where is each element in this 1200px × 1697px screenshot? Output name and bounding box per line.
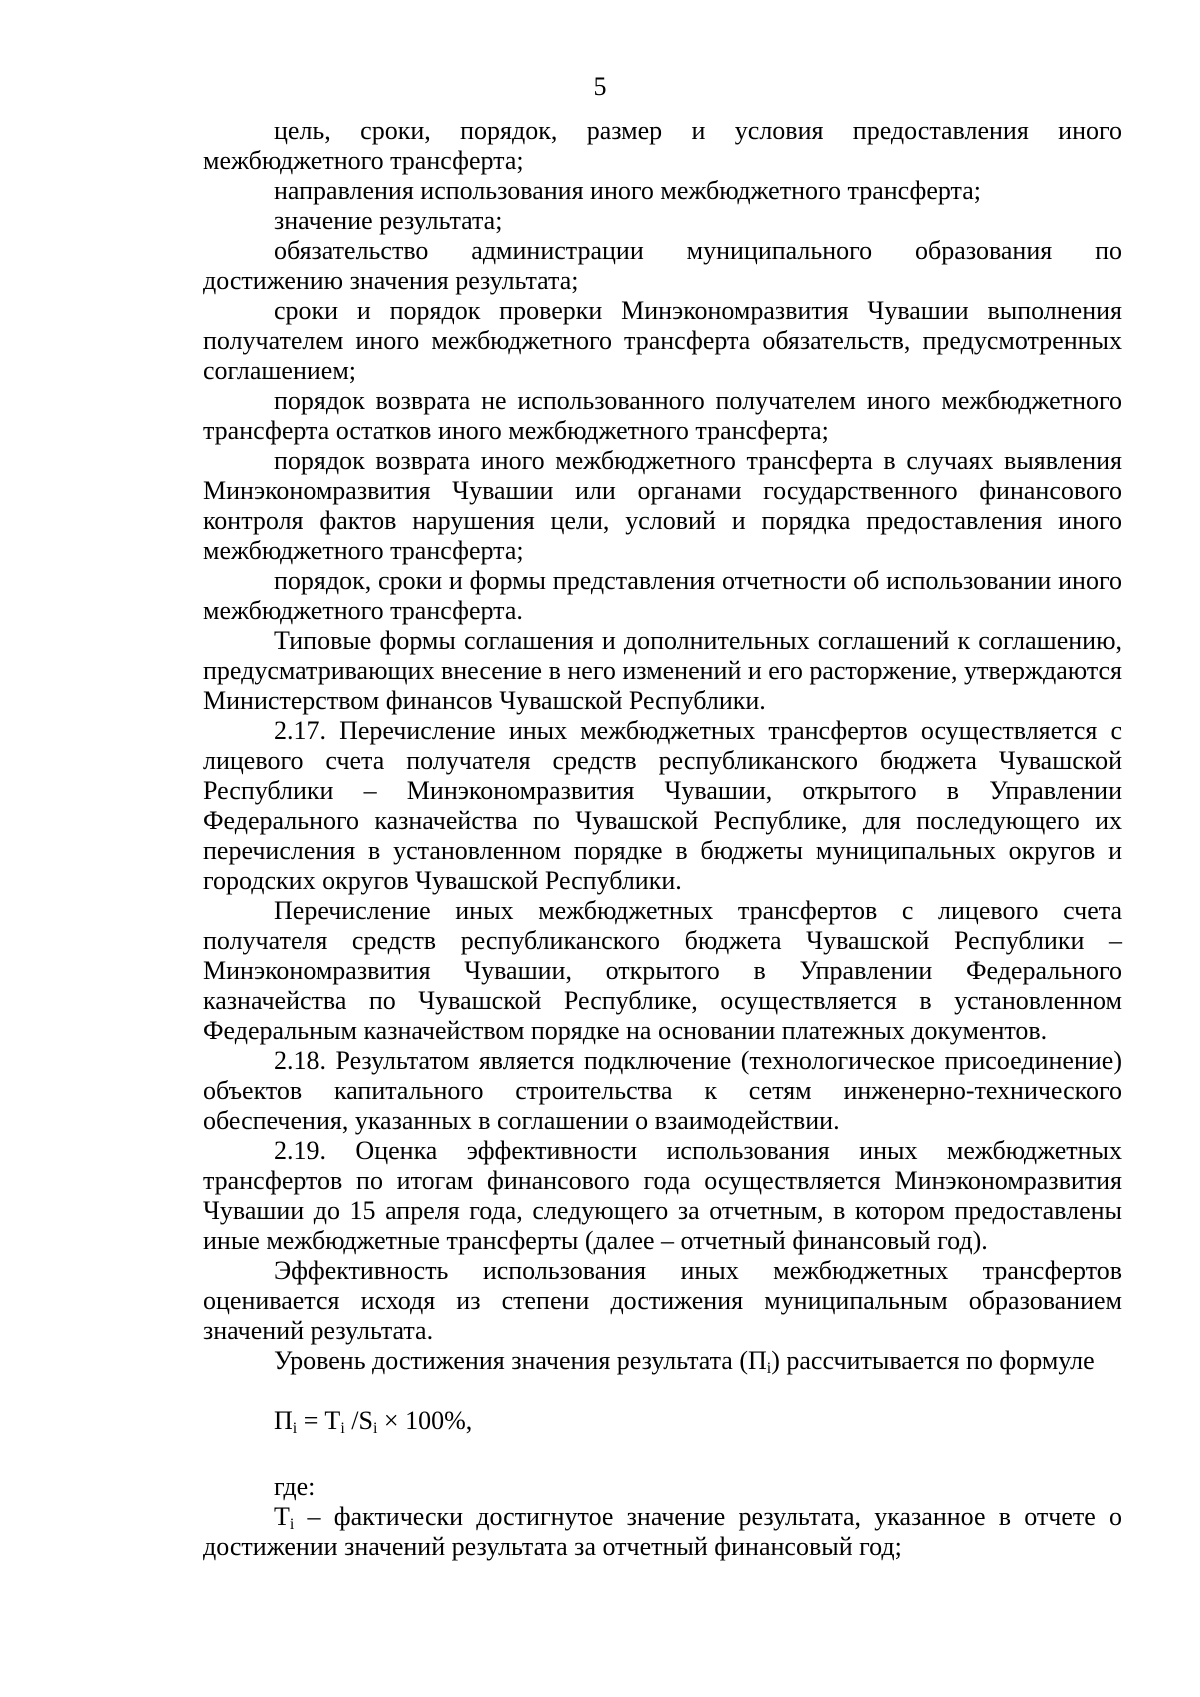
level-formula-intro	[203, 1346, 1122, 1376]
paragraph: порядок возврата иного межбюджетного трансферта в случаях выявления Минэкономразвития Чувашии или органами государственного финансового контроля фактов нарушения цели, условий и порядка предоставления иного межбюджетного трансферта;	[203, 446, 1122, 565]
formula-p: П	[274, 1406, 293, 1435]
paragraph: значение результата;	[274, 206, 503, 235]
definition-t-symbol: T	[274, 1502, 290, 1531]
paragraph: Эффективность использования иных межбюджетных трансфертов оценивается исходя из степени достижения муниципальным образованием значений результата.	[203, 1256, 1122, 1345]
paragraph: Типовые формы соглашения и дополнительных соглашений к соглашению, предусматривающих внесение в него изменений и его расторжение, утверждаются Министерством финансов Чувашской Республики.	[203, 626, 1122, 715]
paragraph: цель, сроки, порядок, размер и условия предоставления иного межбюджетного трансферта;	[203, 116, 1122, 175]
paragraph-2-19: 2.19. Оценка эффективности использования иных межбюджетных трансфертов по итогам финансового года осуществляется Минэкономразвития Чувашии до 15 апреля года, следующего за отчетным, в котором предоставлены иные межбюджетные трансферты (далее – отчетный финансовый год).	[203, 1136, 1122, 1255]
level-subscript: i	[766, 1360, 772, 1377]
formula-div-s: /S	[344, 1406, 373, 1435]
paragraph: Перечисление иных межбюджетных трансфертов с лицевого счета получателя средств республиканского бюджета Чувашской Республики – Минэкономразвития Чувашии, открытого в Управлении Федерального казначейства по Чувашской Республике, осуществляется в установленном Федеральным казначейством порядке на основании платежных документов.	[203, 896, 1122, 1045]
where-label: где:	[274, 1472, 316, 1501]
page-number: 5	[593, 72, 607, 101]
paragraph: порядок возврата не использованного получателем иного межбюджетного трансферта остатков иного межбюджетного трансферта;	[203, 386, 1122, 445]
paragraph: направления использования иного межбюджетного трансферта;	[274, 176, 981, 205]
definition-t-subscript: i	[289, 1516, 295, 1533]
formula-s-subscript: i	[372, 1420, 378, 1437]
formula-p-subscript: i	[292, 1420, 298, 1437]
formula-t-subscript: i	[340, 1420, 345, 1437]
level-text-after: ) рассчитывается по формуле	[771, 1346, 1095, 1375]
formula-eq-t: = T	[297, 1406, 341, 1435]
paragraph: обязательство администрации муниципального образования по достижению значения результата;	[203, 236, 1122, 295]
definition-t	[203, 1502, 1122, 1562]
paragraph-2-18: 2.18. Результатом является подключение (технологическое присоединение) объектов капитального строительства к сетям инженерно-технического обеспечения, указанных в соглашении о взаимодействии.	[203, 1046, 1122, 1135]
paragraph-2-17: 2.17. Перечисление иных межбюджетных трансфертов осуществляется с лицевого счета получателя средств республиканского бюджета Чувашской Республики – Минэкономразвития Чувашии, открытого в Управлении Федерального казначейства по Чувашской Республике, для последующего их перечисления в установленном порядке в бюджеты муниципальных округов и городских округов Чувашской Республики.	[203, 716, 1122, 895]
formula-tail: × 100%,	[377, 1406, 473, 1435]
definition-t-text: – фактически достигнутое значение результата, указанное в отчете о достижении значений результата за отчетный финансовый год;	[203, 1502, 1122, 1561]
level-text-before: Уровень достижения значения результата (П	[274, 1346, 767, 1375]
document-body	[203, 116, 1122, 1562]
paragraph: порядок, сроки и формы представления отчетности об использовании иного межбюджетного трансферта.	[203, 566, 1122, 625]
paragraph: сроки и порядок проверки Минэкономразвития Чувашии выполнения получателем иного межбюджетного трансферта обязательств, предусмотренных соглашением;	[203, 296, 1122, 385]
formula	[203, 1406, 1122, 1436]
